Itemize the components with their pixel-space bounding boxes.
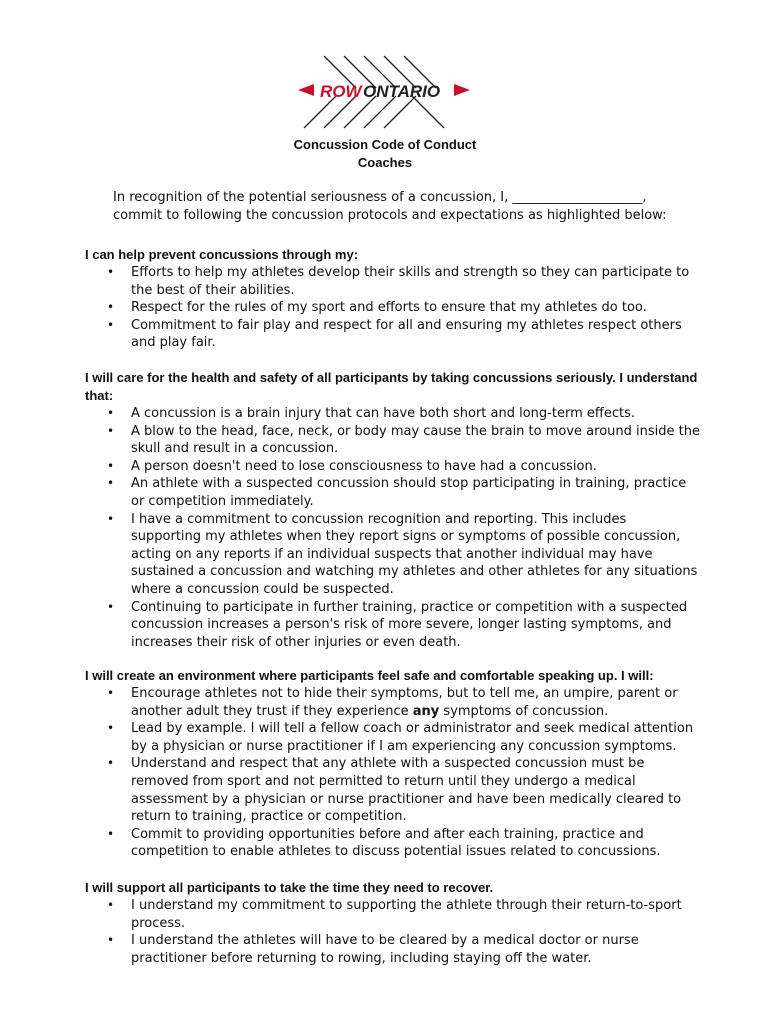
list-item: • A blow to the head, face, neck, or body may cause the brain to move around inside the skull and result in a concussion.	[85, 423, 700, 458]
list-item: • Respect for the rules of my sport and efforts to ensure that my athletes do too.	[85, 299, 700, 317]
bullet-list	[85, 897, 700, 967]
left-arrow-icon	[298, 84, 314, 96]
logo-ontario-text: ONTARIO	[363, 82, 441, 101]
bullet-list	[85, 405, 700, 651]
list-item: • Efforts to help my athletes develop their skills and strength so they can participate to the best of their abilities.	[85, 264, 700, 299]
list-item	[85, 685, 700, 720]
list-item: • I understand the athletes will have to be cleared by a medical doctor or nurse practitioner before returning to rowing, including staying off the water.	[85, 932, 700, 967]
bullet-list	[85, 264, 700, 352]
list-item: • I have a commitment to concussion recognition and reporting. This includes supporting my athletes when they report signs or symptoms of possible concussion, acting on any reports if an individual suspects that another individual may have sustained a concussion and watching my athletes and other athletes for any situations where a concussion could be suspected.	[85, 511, 700, 599]
list-item: • An athlete with a suspected concussion should stop participating in training, practice or competition immediately.	[85, 475, 700, 510]
intro-paragraph	[113, 189, 673, 225]
item-text: symptoms of concussion.	[439, 703, 609, 719]
section-care	[85, 369, 700, 651]
bullet-list	[85, 685, 700, 861]
list-item: • A concussion is a brain injury that can have both short and long-term effects.	[85, 405, 700, 423]
list-item: • Commit to providing opportunities before and after each training, practice and competition to enable athletes to discuss potential issues related to concussions.	[85, 826, 700, 861]
list-item: • Continuing to participate in further training, practice or competition with a suspected concussion increases a person's risk of more severe, longer lasting symptoms, and increases their risk of other injuries or even death.	[85, 599, 700, 652]
list-item: • Understand and respect that any athlete with a suspected concussion must be removed from sport and not permitted to return until they undergo a medical assessment by a physician or nurse practitioner and have been medically cleared to return to training, practice or competition.	[85, 755, 700, 825]
intro-line-1: In recognition of the potential seriousness of a concussion, I, ____________________,	[113, 190, 647, 205]
logo-row-text: ROW	[320, 82, 362, 101]
row-ontario-logo	[296, 54, 472, 130]
title-line-1: Concussion Code of Conduct	[293, 137, 477, 152]
list-item: • Lead by example. I will tell a fellow coach or administrator and seek medical attention by a physician or nurse practitioner if I am experiencing any concussion symptoms.	[85, 720, 700, 755]
list-item: • I understand my commitment to supporting the athlete through their return-to-sport process.	[85, 897, 700, 932]
section-prevent	[85, 246, 700, 352]
section-heading: I will care for the health and safety of all participants by taking concussions seriously. I understand that:	[85, 370, 698, 403]
section-heading: I will create an environment where participants feel safe and comfortable speaking up. I will:	[85, 668, 654, 683]
section-support	[85, 879, 700, 967]
emphasis-text: any	[412, 703, 440, 719]
list-item: • Commitment to fair play and respect for all and ensuring my athletes respect others and play fair.	[85, 317, 700, 352]
right-arrow-icon	[454, 84, 470, 96]
page-title	[0, 136, 770, 172]
title-line-2: Coaches	[357, 155, 413, 170]
section-environment	[85, 667, 700, 861]
intro-line-2: commit to following the concussion protocols and expectations as highlighted below:	[113, 208, 667, 223]
list-item: • A person doesn't need to lose consciousness to have had a concussion.	[85, 458, 700, 476]
section-heading: I will support all participants to take the time they need to recover.	[85, 880, 494, 895]
section-heading: I can help prevent concussions through my:	[85, 247, 359, 262]
item-text: Encourage athletes not to hide their symptoms, but to tell me, an umpire, parent or another adult they trust if they experience	[131, 686, 678, 719]
